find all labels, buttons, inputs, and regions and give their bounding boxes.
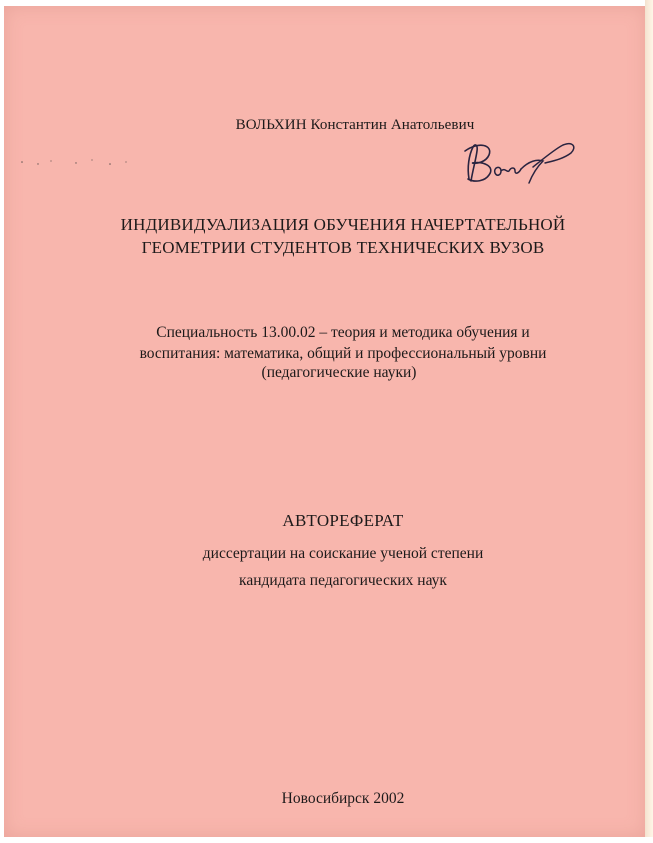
paper-specks bbox=[18, 156, 138, 170]
document-cover bbox=[4, 6, 646, 837]
abstract-label: АВТОРЕФЕРАТ bbox=[282, 511, 404, 530]
city-year: Новосибирск 2002 bbox=[281, 790, 405, 807]
author-signature bbox=[459, 137, 584, 189]
degree-line-1: диссертации на соискание ученой степени bbox=[202, 545, 484, 562]
page-edge-bottom bbox=[0, 837, 653, 843]
author-name: ВОЛЬХИН Константин Анатольевич bbox=[235, 117, 475, 133]
specialty-line-2: воспитания: математика, общий и профессиональный уровни bbox=[139, 345, 547, 362]
page-edge-right bbox=[645, 0, 653, 843]
specialty-line-3: (педагогические науки) bbox=[261, 364, 417, 381]
specialty-line-1: Специальность 13.00.02 – теория и методика обучения и bbox=[156, 324, 530, 341]
degree-line-2: кандидата педагогических наук bbox=[239, 572, 447, 589]
title-line-2: ГЕОМЕТРИИ СТУДЕНТОВ ТЕХНИЧЕСКИХ ВУЗОВ bbox=[141, 238, 545, 257]
title-line-1: ИНДИВИДУАЛИЗАЦИЯ ОБУЧЕНИЯ НАЧЕРТАТЕЛЬНОЙ bbox=[120, 215, 566, 234]
